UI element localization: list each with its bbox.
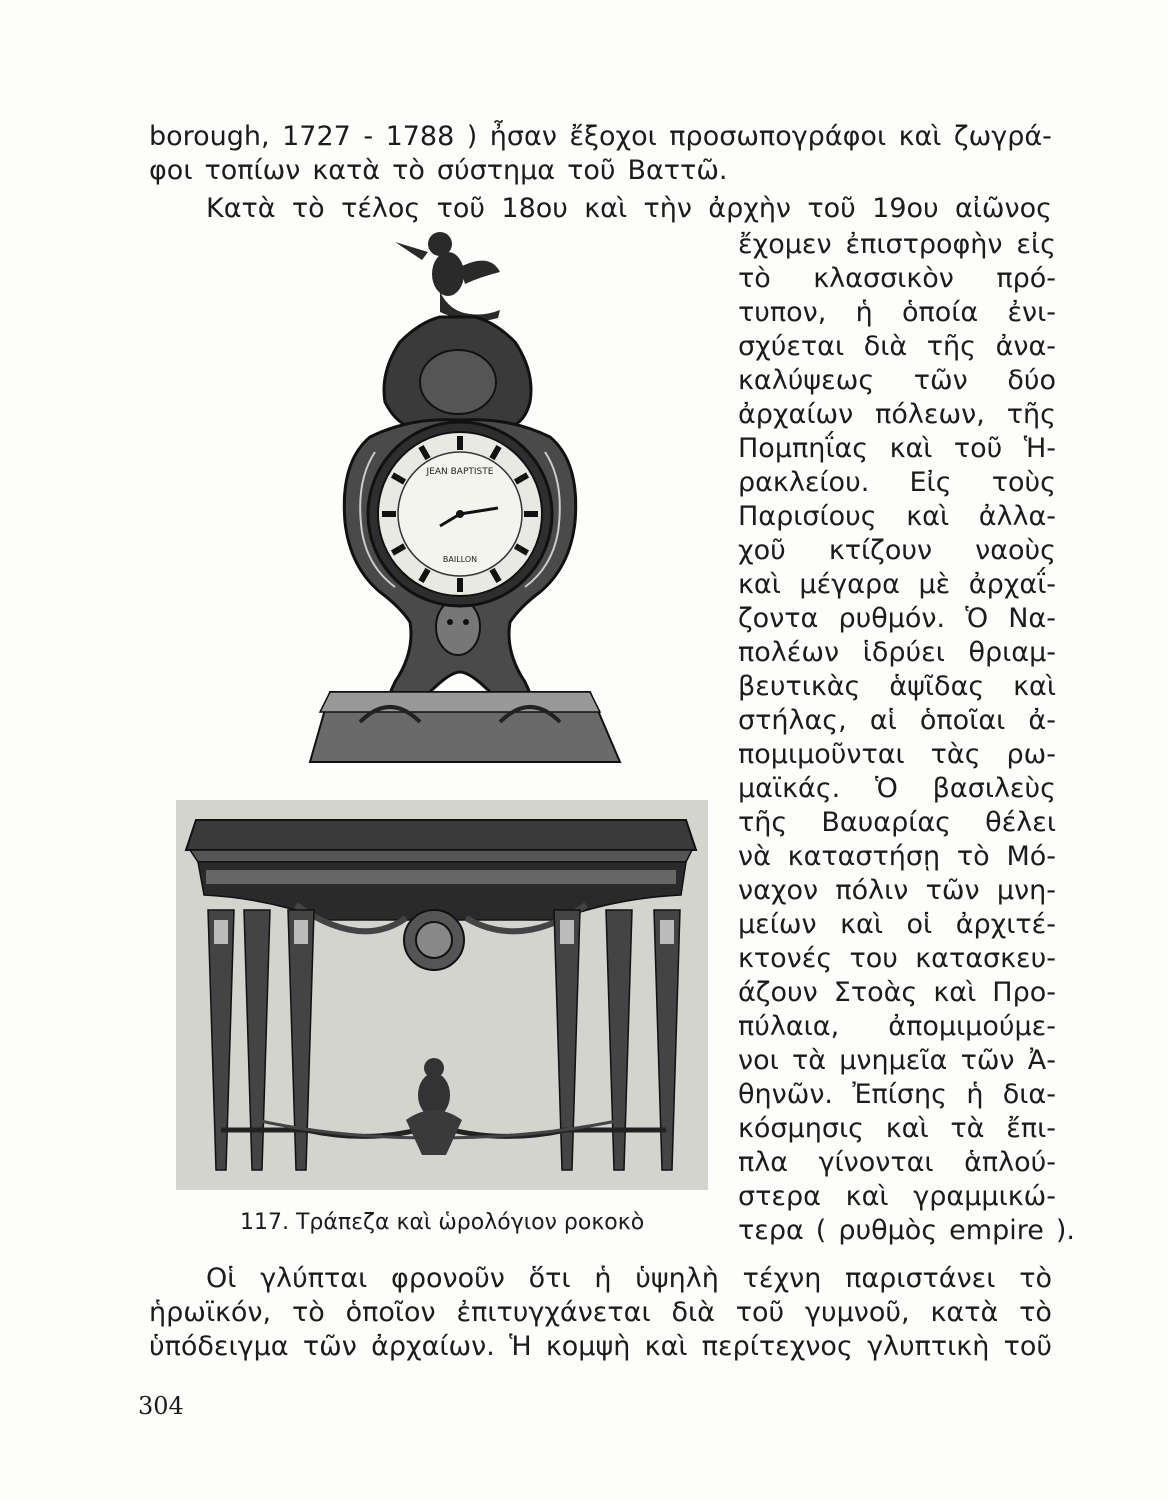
column-line: βευτικὰς ἁψῖδας καὶ xyxy=(738,671,1056,702)
figure-caption: 117. Τράπεζα καὶ ὡρολόγιον ροκοκὸ xyxy=(240,1210,645,1235)
column-line: θηνῶν. Ἐπίσης ἡ δια- xyxy=(738,1079,1056,1110)
column-line: πολέων ἱδρύει θριαμ- xyxy=(738,637,1056,668)
column-line: κτονές του κατασκευ- xyxy=(738,943,1056,974)
column-line: στερα καὶ γραμμικώ- xyxy=(738,1181,1056,1212)
column-line: τυπον, ἡ ὁποία ἐνι- xyxy=(738,297,1056,328)
column-line: Πομπηΐας καὶ τοῦ Ἡ- xyxy=(738,433,1056,464)
column-line: ρακλείου. Εἰς τοὺς xyxy=(738,467,1056,498)
text-line-bottom-2: ἡρωϊκόν, τὸ ὁποῖον ἐπιτυγχάνεται διὰ τοῦ γυμνοῦ, κατὰ τὸ xyxy=(149,1297,1052,1328)
column-line: ζοντα ρυθμόν. Ὁ Να- xyxy=(738,603,1056,634)
column-line: πλα γίνονται ἁπλού- xyxy=(738,1147,1056,1178)
text-line-3: Κατὰ τὸ τέλος τοῦ 18ου καὶ τὴν ἀρχὴν τοῦ 19ου αἰῶνος xyxy=(206,193,1052,224)
column-line: τερα ( ρυθμὸς empire ). xyxy=(738,1215,1075,1246)
column-line: ἔχομεν ἐπιστροφὴν εἰς xyxy=(738,229,1056,260)
column-line: καλύψεως τῶν δύο xyxy=(738,365,1056,396)
column-line: μαϊκάς. Ὁ βασιλεὺς xyxy=(738,773,1056,804)
dial-maker-bottom: BAILLON xyxy=(442,555,478,564)
page-number: 304 xyxy=(138,1392,184,1420)
column-line: νοι τὰ μνημεῖα τῶν Ἀ- xyxy=(738,1045,1056,1076)
column-line: άζουν Στοὰς καὶ Προ- xyxy=(738,977,1056,1008)
dial-maker-top: JEAN BAPTISTE xyxy=(426,467,494,477)
text-line-bottom-3: ὑπόδειγμα τῶν ἀρχαίων. Ἡ κομψὴ καὶ περίτεχνος γλυπτικὴ τοῦ xyxy=(149,1331,1052,1362)
text-line-bottom-1: Οἱ γλύπται φρονοῦν ὅτι ἡ ὑψηλὴ τέχνη παριστάνει τὸ xyxy=(206,1263,1052,1294)
text-line-2: φοι τοπίων κατὰ τὸ σύστημα τοῦ Βαττῶ. xyxy=(149,155,728,186)
column-line: Παρισίους καὶ ἀλλα- xyxy=(738,501,1056,532)
column-line: καὶ μέγαρα μὲ ἀρχαΐ- xyxy=(738,569,1056,600)
column-line: τὸ κλασσικὸν πρό- xyxy=(738,263,1056,294)
column-line: πύλαια, ἀπομιμούμε- xyxy=(738,1011,1056,1042)
column-line: πομιμοῦνται τὰς ρω- xyxy=(738,739,1056,770)
column-line: νὰ καταστήσῃ τὸ Μό- xyxy=(738,841,1056,872)
clock-dial xyxy=(368,422,552,606)
column-line: στήλας, αἱ ὁποῖαι ἀ- xyxy=(738,705,1056,736)
column-line: ναχον πόλιν τῶν μνη- xyxy=(738,875,1056,906)
console-table-illustration xyxy=(176,800,708,1190)
text-line-1: borough, 1727 - 1788 ) ἦσαν ἔξοχοι προσωπογράφοι καὶ ζωγρά- xyxy=(149,121,1052,152)
column-line: ἀρχαίων πόλεων, τῆς xyxy=(738,399,1056,430)
rococo-clock-illustration xyxy=(300,222,630,782)
column-line: σχύεται διὰ τῆς ἀνα- xyxy=(738,331,1056,362)
cherub-figure xyxy=(395,232,500,321)
column-line: χοῦ κτίζουν ναοὺς xyxy=(738,535,1056,566)
column-line: κόσμησις καὶ τὰ ἔπι- xyxy=(738,1113,1056,1144)
column-line: μείων καὶ οἱ ἀρχιτέ- xyxy=(738,909,1056,940)
column-line: τῆς Βαυαρίας θέλει xyxy=(738,807,1056,838)
